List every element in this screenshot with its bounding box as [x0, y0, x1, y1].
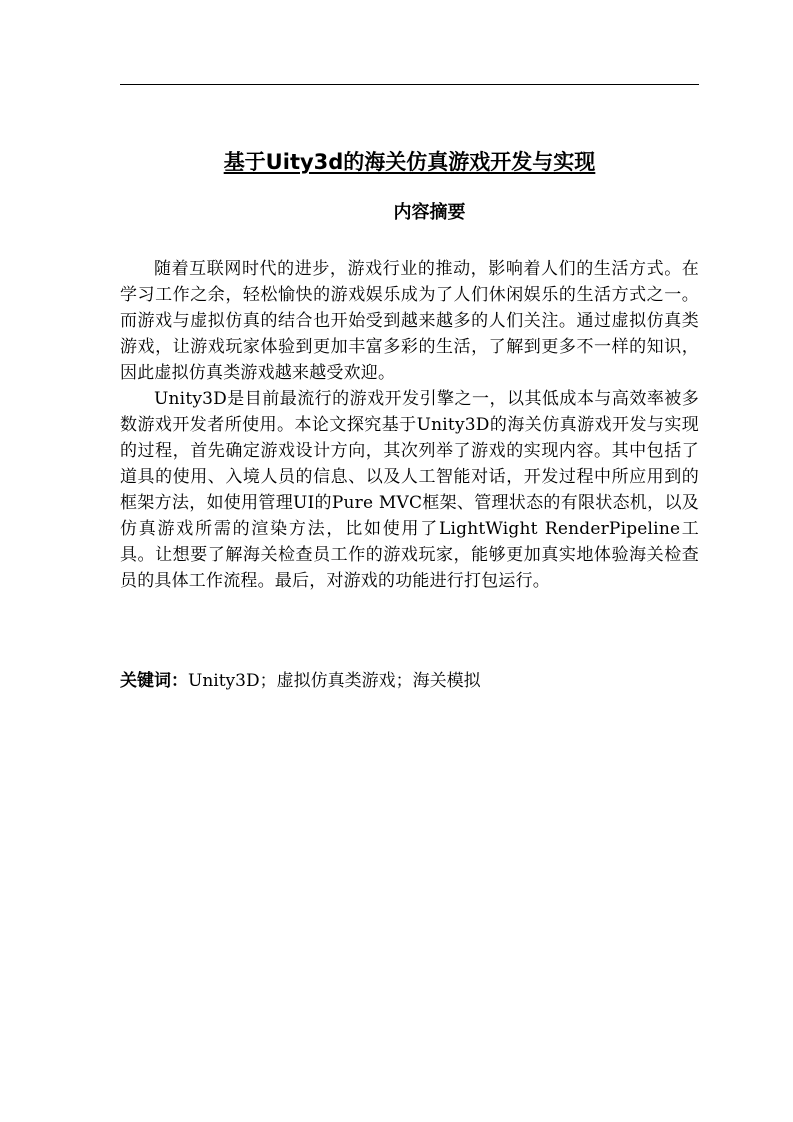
keywords-text: Unity3D；虚拟仿真类游戏；海关模拟 [188, 671, 481, 691]
keywords-line [120, 668, 699, 694]
abstract-paragraph-2: Unity3D是目前最流行的游戏开发引擎之一，以其低成本与高效率被多数游戏开发者所使用。本论文探究基于Unity3D的海关仿真游戏开发与实现的过程，首先确定游戏设计方向，其次列举了游戏的实现内容。其中包括了道具的使用、入境人员的信息、以及人工智能对话，开发过程中所应用到的框架方法，如使用管理UI的Pure MVC框架、管理状态的有限状态机，以及仿真游戏所需的渲染方法，比如使用了LightWight RenderPipeline工具。让想要了解海关检查员工作的游戏玩家，能够更加真实地体验海关检查员的具体工作流程。最后，对游戏的功能进行打包运行。 [120, 389, 699, 591]
abstract-paragraph-1: 随着互联网时代的进步，游戏行业的推动，影响着人们的生活方式。在学习工作之余，轻松愉快的游戏娱乐成为了人们休闲娱乐的生活方式之一。而游戏与虚拟仿真的结合也开始受到越来越多的人们关注。通过虚拟仿真类游戏，让游戏玩家体验到更加丰富多彩的生活，了解到更多不一样的知识，因此虚拟仿真类游戏越来越受欢迎。 [120, 259, 699, 383]
document-title-text: 基于Uity3d的海关仿真游戏开发与实现 [223, 150, 596, 174]
abstract-body [120, 256, 699, 594]
document-title [120, 146, 699, 178]
abstract-heading: 内容摘要 [393, 202, 466, 223]
keywords-label: 关键词： [120, 671, 188, 691]
header-rule [120, 84, 699, 85]
